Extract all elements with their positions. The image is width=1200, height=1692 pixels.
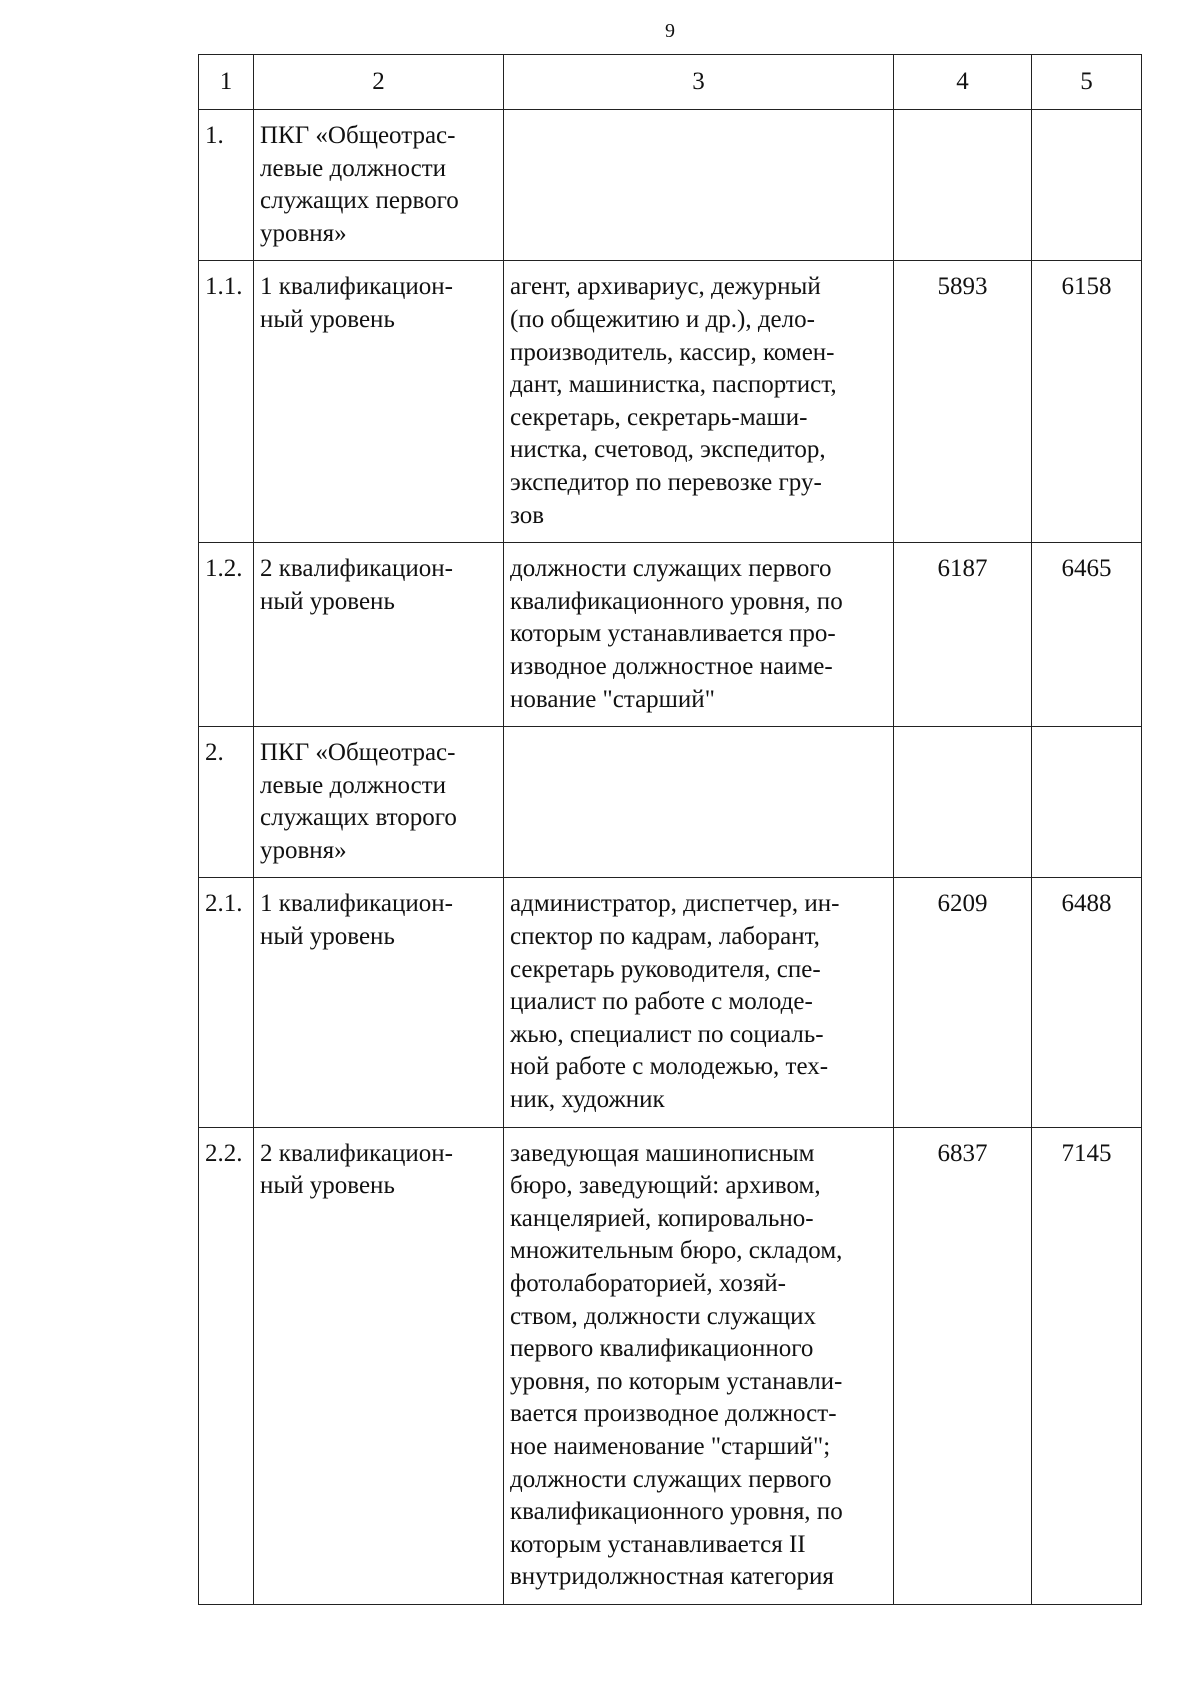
- positions-list: администратор, диспетчер, ин- спектор по кадрам, лаборант, секретарь руководителя, спе- циалист по работе с молоде- жью, специалист по социаль- ной работе с молодежью, тех- ник, художник: [504, 878, 894, 1127]
- table-row: [199, 878, 1142, 1127]
- level-name: 1 квалификацион- ный уровень: [254, 878, 504, 1127]
- positions-list: заведующая машинописным бюро, заведующий: архивом, канцелярией, копировально- множительным бюро, складом, фотолабораторией, хозяй- ством, должности служащих первого квалификационного уровня, по которым устанавли- вается производное должност- ное наименование "старший"; должности служащих первого квалификационного уровня, по которым устанавливается II внутридолжностная категория: [504, 1127, 894, 1604]
- header-col-1: 1: [199, 55, 254, 110]
- group-name: ПКГ «Общеотрас- левые должности служащих второго уровня»: [254, 727, 504, 878]
- header-col-5: 5: [1032, 55, 1142, 110]
- table-row: [199, 1127, 1142, 1604]
- value-col-4: 5893: [894, 261, 1032, 543]
- value-col-5: [1032, 110, 1142, 261]
- group-name: ПКГ «Общеотрас- левые должности служащих первого уровня»: [254, 110, 504, 261]
- header-col-2: 2: [254, 55, 504, 110]
- value-col-5: 6465: [1032, 543, 1142, 727]
- header-col-4: 4: [894, 55, 1032, 110]
- row-number: 2.1.: [199, 878, 254, 1127]
- row-number: 2.2.: [199, 1127, 254, 1604]
- level-name: 1 квалификацион- ный уровень: [254, 261, 504, 543]
- row-number: 2.: [199, 727, 254, 878]
- qualification-table: [198, 54, 1142, 1605]
- value-col-5: 6158: [1032, 261, 1142, 543]
- value-col-4: [894, 727, 1032, 878]
- row-number: 1.2.: [199, 543, 254, 727]
- positions-list: должности служащих первого квалификационного уровня, по которым устанавливается про- изводное должностное наиме- нование "старший": [504, 543, 894, 727]
- table-row: [199, 261, 1142, 543]
- value-col-4: 6187: [894, 543, 1032, 727]
- table-row: [199, 110, 1142, 261]
- value-col-5: [1032, 727, 1142, 878]
- level-name: 2 квалификацион- ный уровень: [254, 543, 504, 727]
- positions-list: [504, 110, 894, 261]
- page-number: 9: [665, 20, 675, 42]
- header-row: [199, 55, 1142, 110]
- value-col-4: 6837: [894, 1127, 1032, 1604]
- value-col-5: 6488: [1032, 878, 1142, 1127]
- value-col-4: [894, 110, 1032, 261]
- row-number: 1.1.: [199, 261, 254, 543]
- header-col-3: 3: [504, 55, 894, 110]
- value-col-4: 6209: [894, 878, 1032, 1127]
- level-name: 2 квалификацион- ный уровень: [254, 1127, 504, 1604]
- row-number: 1.: [199, 110, 254, 261]
- table-row: [199, 727, 1142, 878]
- positions-list: агент, архивариус, дежурный (по общежитию и др.), дело- производитель, кассир, комен- дант, машинистка, паспортист, секретарь, секретарь-маши- нистка, счетовод, экспедитор, экспедитор по перевозке гру- зов: [504, 261, 894, 543]
- positions-list: [504, 727, 894, 878]
- table-row: [199, 543, 1142, 727]
- value-col-5: 7145: [1032, 1127, 1142, 1604]
